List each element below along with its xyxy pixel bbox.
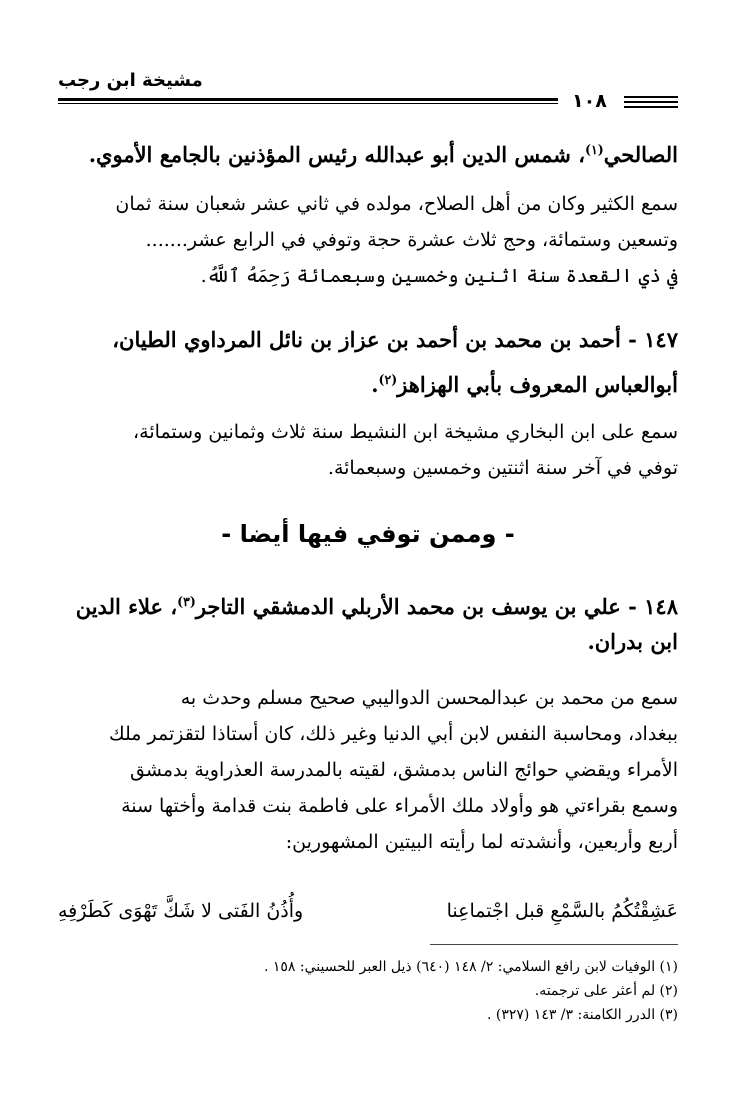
footnote-item: (١) الوفيات لابن رافع السلامي: ٢/ ١٤٨ (٦٤٠) ذيل العبر للحسيني: ١٥٨ . [263, 959, 678, 975]
paragraph-2-line: توفي في آخر سنة اثنتين وخمسين وسبعمائة. [327, 457, 678, 479]
entry-147-line-1: ١٤٧ - أحمد بن محمد بن أحمد بن عزاز بن نائل المرداوي الطيان، [112, 327, 678, 352]
footnotes [150, 955, 678, 1027]
paragraph-3-line: وسمع بقراءتي هو وأولاد ملك الأمراء على فاطمة بنت قدامة وأختها سنة [121, 795, 678, 817]
paragraph-1-line: في ذي القعدة سنة اثنين وخمسين وسبعمائة رَحِمَهُ ٱللَّهُ. [200, 265, 678, 287]
footnote-item: (٢) لم أعثر على ترجمته. [534, 983, 678, 999]
paragraph-3-line: ببغداد، ومحاسبة النفس لابن أبي الدنيا وغير ذلك، كان أستاذا لتقزتمر ملك [108, 723, 678, 745]
footnote-separator [430, 944, 678, 945]
running-header-title: مشيخة ابن رجب [58, 70, 203, 91]
entry-148-text-a: ١٤٨ - علي بن يوسف بن محمد الأربلي الدمشقي التاجر [195, 594, 678, 619]
verse-second-hemistich: وأُذُنُ الفَتى لا شَكَّ تَهْوَى كَطَرْفِهِ [58, 900, 304, 922]
entry-148-heading [58, 582, 678, 662]
header-rule-right-3 [624, 106, 678, 108]
entry-147-line-2 [58, 360, 678, 400]
entry-147-text-a: أبوالعباس المعروف بأبي الهزاهز [397, 372, 678, 397]
entry-148-text-b: ، علاء الدين [75, 594, 178, 619]
header-rule-left [58, 98, 558, 101]
footnote-ref-3: (٣) [177, 594, 196, 609]
entry-146-text-a: الصالحي [603, 142, 678, 167]
header-rule-right [624, 96, 678, 98]
paragraph-3-line: الأمراء ويقضي حوائج الناس بدمشق، لقيته بالمدرسة العذراوية بدمشق [130, 759, 678, 781]
entry-147-text-b: . [371, 372, 379, 397]
paragraph-1 [58, 186, 678, 294]
paragraph-1-line: وتسعين وستمائة، وحج ثلاث عشرة حجة وتوفي في الرابع عشر....... [145, 229, 678, 251]
footnote-ref-2: (٢) [378, 372, 398, 387]
entry-148-line-2: ابن بدران. [587, 629, 678, 654]
entry-147-heading [58, 320, 678, 400]
paragraph-3-line: أربع وأربعين، وأنشدته لما رأيته البيتين المشهورين: [285, 831, 678, 853]
page-number: ١٠٨ [572, 90, 607, 112]
verse-first-hemistich: عَشِقْتُكُمُ بالسَّمْعِ قبل اجْتماعِنا [446, 900, 678, 922]
entry-146-tail [58, 130, 678, 170]
paragraph-3 [58, 680, 678, 860]
footnote-ref-1: (١) [584, 142, 604, 157]
paragraph-2 [58, 414, 678, 486]
paragraph-1-line: سمع الكثير وكان من أهل الصلاح، مولده في ثاني عشر شعبان سنة ثمان [115, 193, 678, 215]
header-rule-left-thin [58, 103, 558, 104]
entry-146-text-b: ، شمس الدين أبو عبدالله رئيس المؤذنين بالجامع الأموي. [88, 142, 585, 167]
header-rule-right-2 [624, 101, 678, 103]
paragraph-3-line: سمع من محمد بن عبدالمحسن الدواليبي صحيح مسلم وحدث به [180, 687, 678, 709]
entry-148-line-1 [58, 582, 678, 622]
paragraph-2-line: سمع على ابن البخاري مشيخة ابن النشيط سنة ثلاث وثمانين وستمائة، [133, 421, 678, 443]
footnote-item: (٣) الدرر الكامنة: ٣/ ١٤٣ (٣٢٧) . [486, 1007, 678, 1023]
section-heading: - وممن توفي فيها أيضا - [221, 520, 515, 548]
poem-verse [58, 893, 678, 929]
entry-146-line [58, 130, 678, 170]
